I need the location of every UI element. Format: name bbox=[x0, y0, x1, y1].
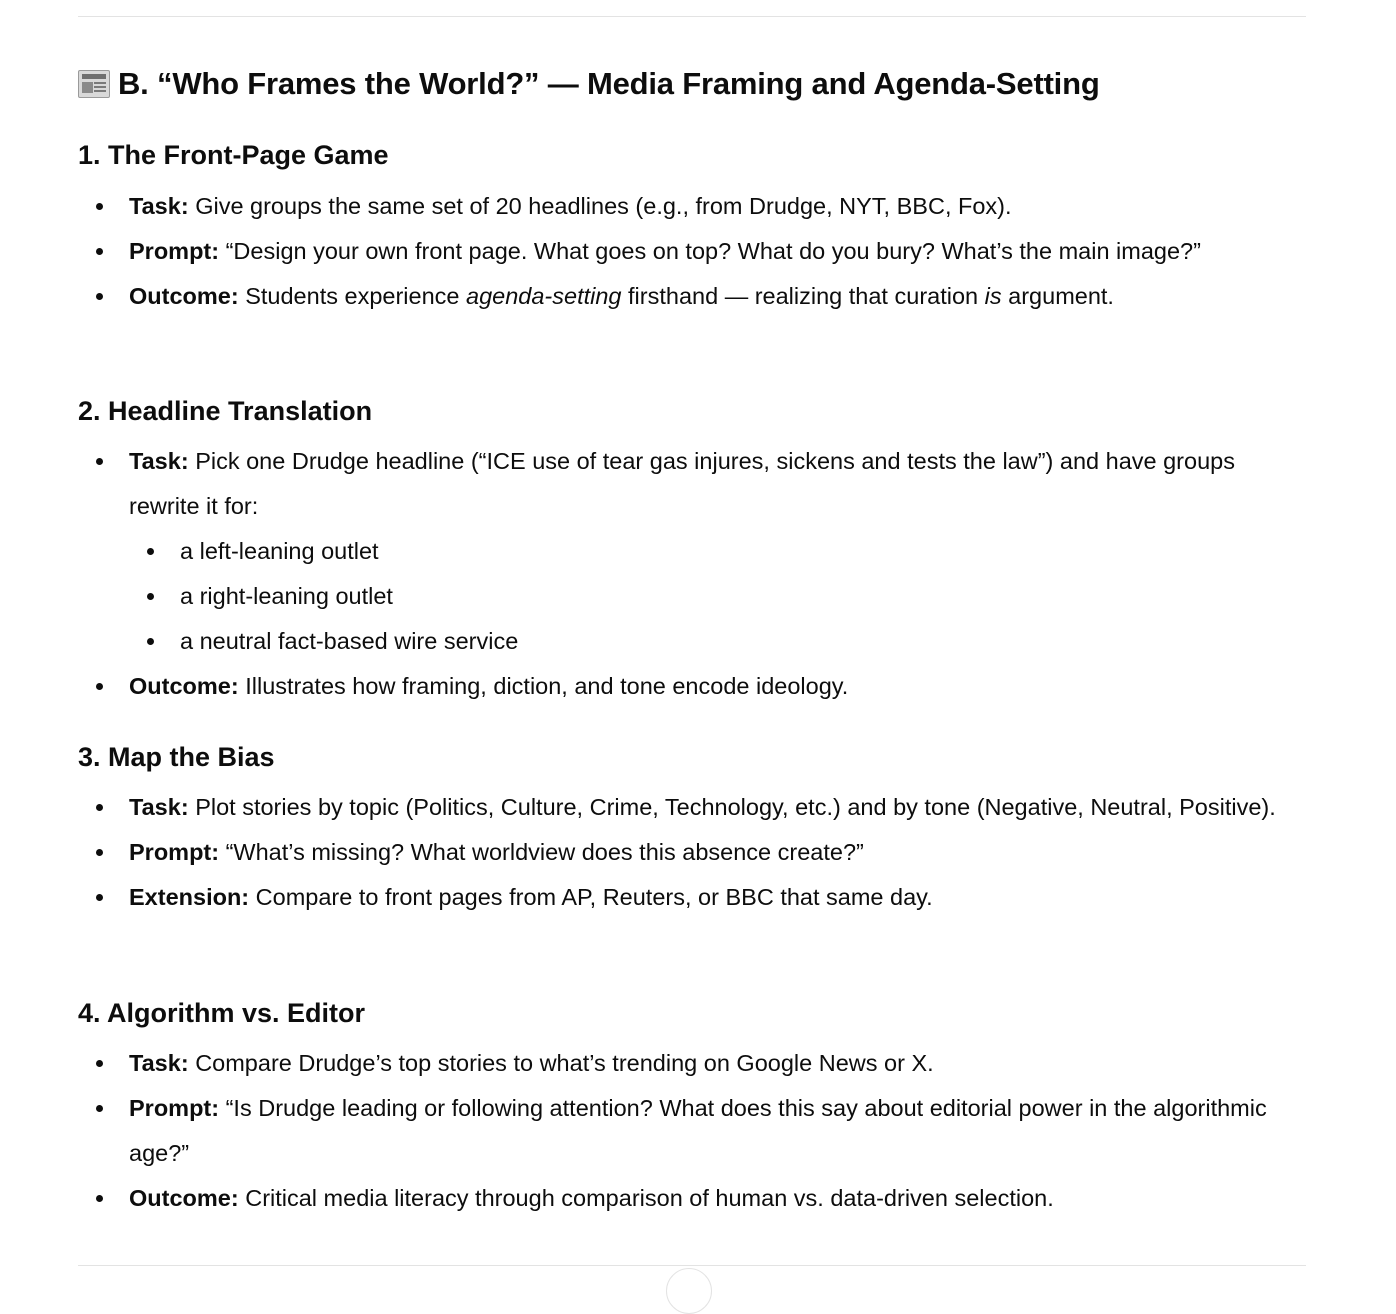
list-item: Task: Give groups the same set of 20 headlines (e.g., from Drudge, NYT, BBC, Fox). bbox=[78, 184, 1306, 229]
scroll-down-button[interactable] bbox=[666, 1268, 712, 1314]
nested-list-item: a left-leaning outlet bbox=[129, 529, 1306, 574]
activity-list-2 bbox=[78, 439, 1306, 709]
activity-list-1 bbox=[78, 184, 1306, 319]
list-item: Prompt: “What’s missing? What worldview does this absence create?” bbox=[78, 830, 1306, 875]
list-item: Task: Pick one Drudge headline (“ICE use of tear gas injures, sickens and tests the law”) and have groups rewrite it for: a left-leaning outlet a right-leaning outlet a neutral fact-based wire service bbox=[78, 439, 1306, 664]
top-divider bbox=[78, 16, 1306, 17]
section-title-text: B. “Who Frames the World?” — Media Framing and Agenda-Setting bbox=[118, 66, 1100, 101]
nested-list-item: a right-leaning outlet bbox=[129, 574, 1306, 619]
list-item: Outcome: Critical media literacy through comparison of human vs. data-driven selection. bbox=[78, 1176, 1306, 1221]
list-item: Outcome: Illustrates how framing, diction, and tone encode ideology. bbox=[78, 664, 1306, 709]
activity-heading-4: 4. Algorithm vs. Editor bbox=[78, 998, 366, 1028]
list-item: Prompt: “Design your own front page. What goes on top? What do you bury? What’s the main image?” bbox=[78, 229, 1306, 274]
activity-list-4 bbox=[78, 1041, 1306, 1221]
nested-list bbox=[129, 529, 1306, 664]
newspaper-icon bbox=[78, 70, 110, 98]
section-title bbox=[78, 64, 1100, 104]
bottom-divider bbox=[78, 1265, 1306, 1266]
list-item: Task: Plot stories by topic (Politics, Culture, Crime, Technology, etc.) and by tone (Negative, Neutral, Positive). bbox=[78, 785, 1306, 830]
nested-list-item: a neutral fact-based wire service bbox=[129, 619, 1306, 664]
list-item: Task: Compare Drudge’s top stories to what’s trending on Google News or X. bbox=[78, 1041, 1306, 1086]
list-item: Prompt: “Is Drudge leading or following attention? What does this say about editorial power in the algorithmic age?” bbox=[78, 1086, 1306, 1176]
activity-heading-2: 2. Headline Translation bbox=[78, 396, 373, 426]
activity-heading-1: 1. The Front-Page Game bbox=[78, 140, 389, 170]
list-item: Extension: Compare to front pages from AP, Reuters, or BBC that same day. bbox=[78, 875, 1306, 920]
activity-list-3 bbox=[78, 785, 1306, 920]
activity-heading-3: 3. Map the Bias bbox=[78, 742, 275, 772]
list-item: Outcome: Students experience agenda-setting firsthand — realizing that curation is argument. bbox=[78, 274, 1306, 319]
